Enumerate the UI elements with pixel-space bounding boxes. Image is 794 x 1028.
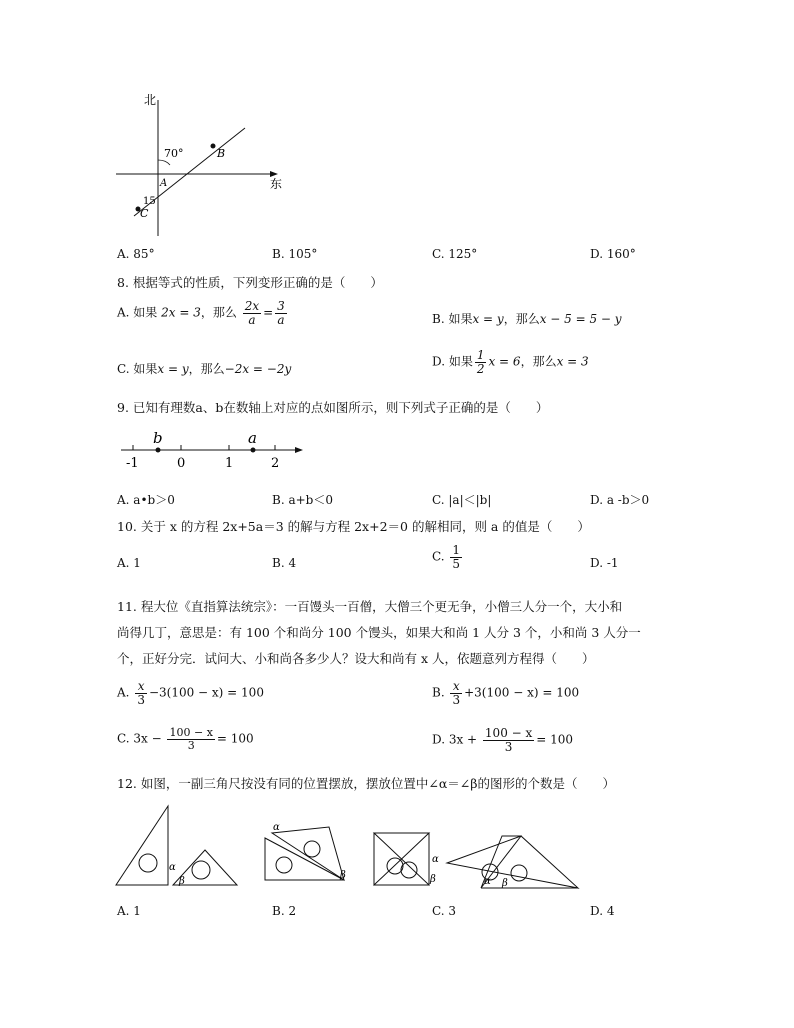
q11-stem-line1: 11. 程大位《直指算法统宗》：一百馒头一百僧，大僧三个更无争，小僧三人分一个，大小和 <box>117 599 623 614</box>
q12-option-a[interactable]: A. 1 <box>117 904 141 918</box>
fig1-alpha: α <box>169 862 176 873</box>
axis-label-1: 1 <box>225 456 234 470</box>
q9-option-b[interactable]: B. a+b＜0 <box>272 493 333 507</box>
fig4-beta: β <box>502 878 508 889</box>
q12-option-b[interactable]: B. 2 <box>272 904 297 918</box>
fig2-alpha: α <box>273 822 280 833</box>
q11-option-d[interactable]: D. 3x + $\frac{100 - x}{3}$ = 100 <box>432 726 574 754</box>
q11-option-b[interactable]: B. $\frac{x}{3}$ +3(100 − x) = 100 <box>432 679 580 707</box>
axis-label-2: 2 <box>271 456 280 470</box>
point-b-label: B <box>217 147 226 160</box>
east-label: 东 <box>270 177 283 191</box>
q9-stem: 9. 已知有理数a、b在数轴上对应的点如图所示，则下列式子正确的是（ ） <box>117 400 549 415</box>
q12-triangle-figures <box>112 800 587 895</box>
point-a-label: A <box>160 178 168 189</box>
q7-option-b[interactable]: B. 105° <box>272 247 318 261</box>
axis-label-0: 0 <box>177 456 186 470</box>
axis-label-neg1: -1 <box>126 456 139 470</box>
q12-option-c[interactable]: C. 3 <box>432 904 457 918</box>
fig3-beta: β <box>430 874 436 885</box>
q7-option-d[interactable]: D. 160° <box>590 247 636 261</box>
q7-option-a[interactable]: A. 85° <box>117 247 155 261</box>
q8-stem: 8. 根据等式的性质，下列变形正确的是（ ） <box>117 275 383 290</box>
q8-option-b[interactable]: B. 如果x = y，那么x − 5 = 5 − y <box>432 312 622 326</box>
point-c-label: C <box>140 207 149 220</box>
q9-option-a[interactable]: A. a•b＞0 <box>117 493 175 507</box>
q8-option-c[interactable]: C. 如果x = y，那么−2x = −2y <box>117 362 292 376</box>
q7-compass-figure <box>110 88 300 240</box>
angle-70-label: 70° <box>164 147 184 160</box>
q11-option-a[interactable]: A. $\frac{x}{3}$ −3(100 − x) = 100 <box>117 679 264 707</box>
q9-option-c[interactable]: C. |a|＜|b| <box>432 493 492 507</box>
q10-option-d[interactable]: D. -1 <box>590 556 619 570</box>
q7-option-c[interactable]: C. 125° <box>432 247 478 261</box>
q8-option-a[interactable]: A. 如果 2x = 3，那么 $\frac{2x}{a}$ = $\frac{3}{a}$ <box>117 299 285 327</box>
fig4-alpha: α <box>484 876 491 887</box>
point-b-label: b <box>153 429 163 447</box>
q10-stem: 10. 关于 x 的方程 2x+5a＝3 的解与方程 2x+2＝0 的解相同，则 a 的值是（ ） <box>117 519 590 534</box>
q10-option-b[interactable]: B. 4 <box>272 556 297 570</box>
q8-option-d[interactable]: D. 如果 $\frac{1}{2}$ x = 6，那么x = 3 <box>432 348 589 376</box>
q11-option-c[interactable]: C. 3x − $\frac{100 - x}{3}$ = 100 <box>117 726 254 752</box>
fig3-alpha: α <box>432 854 439 865</box>
q9-number-line <box>115 425 305 470</box>
q12-option-d[interactable]: D. 4 <box>590 904 615 918</box>
q11-stem-line2: 尚得几丁，意思是：有 100 个和尚分 100 个馒头，如果大和尚 1 人分 3 个，小和尚 3 人分一 <box>117 625 641 640</box>
angle-15-label: 15 <box>143 196 156 207</box>
q11-stem-line3: 个，正好分完．试问大、小和尚各多少人？设大和尚有 x 人，依题意列方程得（ ） <box>117 651 595 666</box>
q10-option-a[interactable]: A. 1 <box>117 556 141 570</box>
point-a-label: a <box>248 429 257 447</box>
q10-option-c[interactable]: C. $\frac{1}{5}$ <box>432 543 461 571</box>
fig1-beta: β <box>179 876 185 887</box>
fig2-beta: β <box>340 870 346 881</box>
q9-option-d[interactable]: D. a -b＞0 <box>590 493 650 507</box>
q12-stem: 12. 如图，一副三角尺按没有同的位置摆放，摆放位置中∠α＝∠β的图形的个数是（ ） <box>117 776 615 791</box>
north-label: 北 <box>144 93 157 107</box>
